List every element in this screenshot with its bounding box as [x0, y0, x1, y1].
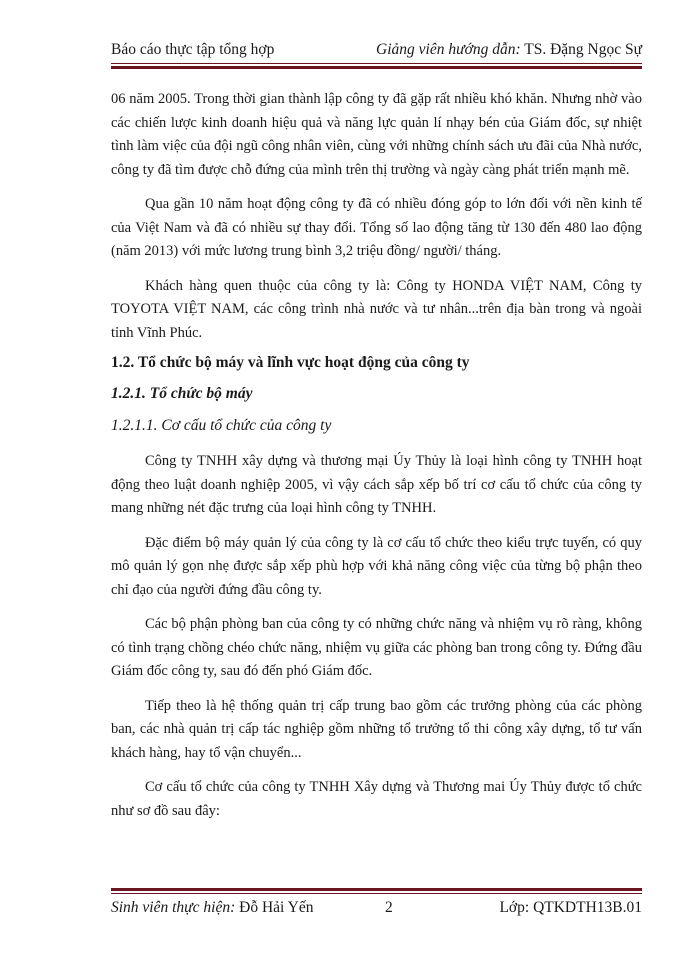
page-header	[111, 38, 642, 62]
paragraph-2: Qua gần 10 năm hoạt động công ty đã có nhiều đóng góp to lớn đối với nền kinh tế của Việt Nam và đã có nhiều sự thay đổi. Tổng số lao động tăng từ 130 đến 480 lao động (năm 2013) với mức lương trung bình 3,2 triệu đồng/ người/ tháng.	[111, 196, 642, 259]
section-heading-1-2-1-1: 1.2.1.1. Cơ cấu tổ chức của công ty	[111, 417, 332, 434]
paragraph-1: 06 năm 2005. Trong thời gian thành lập công ty đã gặp rất nhiều khó khăn. Nhưng nhờ vào các chiến lược kinh doanh hiệu quả và năng lực quản lí nhạy bén của Giám đốc, sự nhiệt tình làm việc của đội ngũ công nhân viên, cùng với những chính sách ưu đãi của Nhà nước, công ty đã tìm được chỗ đứng của mình trên thị trường và ngày càng phát triển mạnh mẽ.	[111, 91, 642, 178]
page-body	[111, 88, 642, 823]
student-name: Đỗ Hải Yến	[235, 899, 314, 916]
student-label: Sinh viên thực hiện:	[111, 899, 236, 916]
class-code: Lớp: QTKDTH13B.01	[499, 899, 642, 916]
paragraph-8: Cơ cấu tổ chức của công ty TNHH Xây dựng và Thương mai Úy Thủy được tổ chức như sơ đồ sau đây:	[111, 779, 642, 819]
supervisor	[376, 38, 642, 62]
footer-rule-thin	[111, 893, 642, 894]
student	[111, 896, 313, 920]
header-rule-thin	[111, 63, 642, 64]
supervisor-label: Giảng viên hướng dẫn:	[376, 41, 521, 58]
header-rule-thick	[111, 66, 642, 69]
footer-rule-thick	[111, 888, 642, 891]
paragraph-7: Tiếp theo là hệ thống quản trị cấp trung bao gồm các trưởng phòng của các phòng ban, các nhà quản trị cấp tác nghiệp gồm những tổ trưởng tổ thi công xây dựng, tổ tư vấn khách hàng, hay tổ vận chuyển...	[111, 697, 642, 761]
paragraph-5: Đặc điểm bộ máy quản lý của công ty là cơ cấu tổ chức theo kiểu trực tuyến, có quy mô quản lý gọn nhẹ được sắp xếp phù hợp với khả năng công việc của từng bộ phận theo chỉ đạo của người đứng đầu công ty.	[111, 534, 642, 598]
paragraph-6: Các bộ phận phòng ban của công ty có những chức năng và nhiệm vụ rõ ràng, không có tình trạng chồng chéo chức năng, nhiệm vụ giữa các phòng ban trong công ty. Đứng đầu Giám đốc công ty, sau đó đến phó Giám đốc.	[111, 616, 642, 679]
paragraph-3: Khách hàng quen thuộc của công ty là: Công ty HONDA VIỆT NAM, Công ty TOYOTA VIỆT NAM, các công trình nhà nước và tư nhân...trên địa bàn trong và ngoài tỉnh Vĩnh Phúc.	[111, 277, 642, 341]
paragraph-4: Công ty TNHH xây dựng và thương mại Úy Thủy là loại hình công ty TNHH hoạt động theo luật doanh nghiệp 2005, vì vậy cách sắp xếp bố trí cơ cấu tổ chức của công ty mang những nét đặc trưng của loại hình công ty TNHH.	[111, 453, 642, 516]
page-number: 2	[385, 899, 393, 916]
page-footer	[111, 896, 642, 920]
section-heading-1-2: 1.2. Tổ chức bộ máy và lĩnh vực hoạt động của công ty	[111, 354, 470, 371]
supervisor-name: TS. Đặng Ngọc Sự	[520, 41, 642, 58]
section-heading-1-2-1: 1.2.1. Tổ chức bộ máy	[111, 385, 253, 402]
report-title: Báo cáo thực tập tổng hợp	[111, 41, 275, 58]
